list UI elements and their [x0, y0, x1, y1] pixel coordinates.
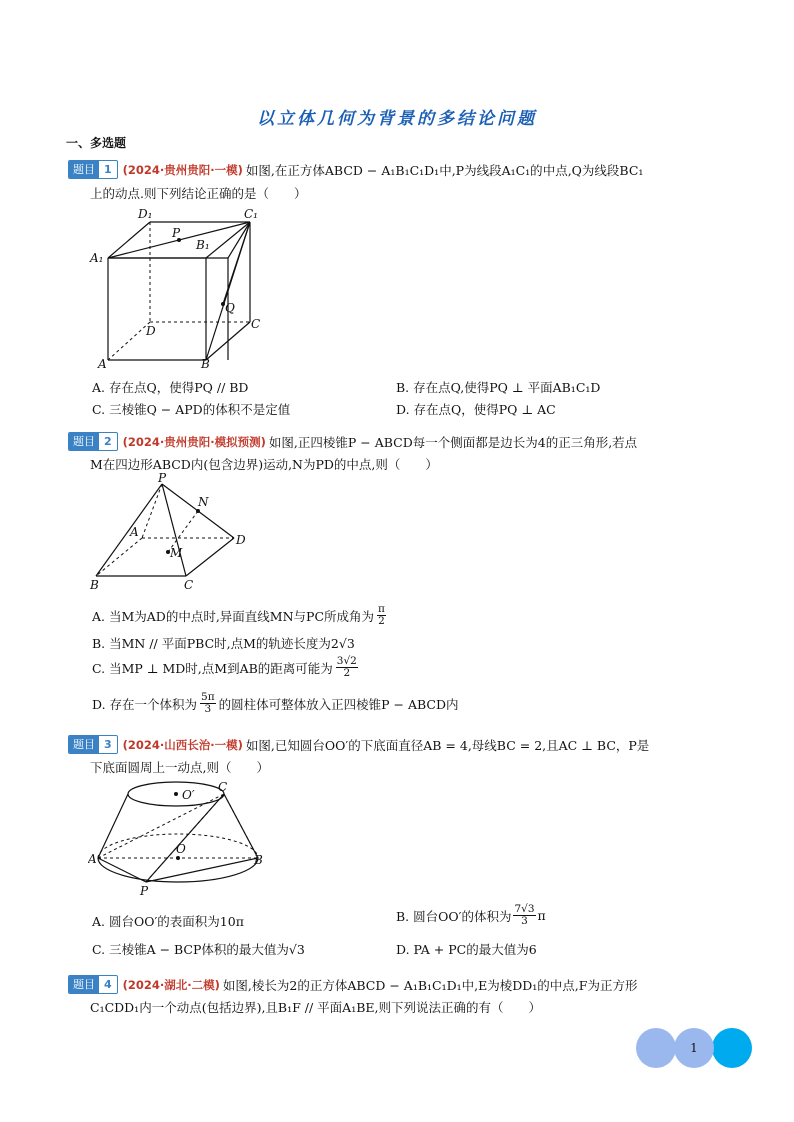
question-stem-cont: 上的动点.则下列结论正确的是（ ）: [90, 186, 307, 201]
label-d: D: [236, 533, 246, 547]
question-3-header: [68, 735, 649, 754]
label-d: D: [146, 324, 156, 338]
page-title: 以立体几何为背景的多结论问题: [257, 109, 537, 129]
question-4-header: [68, 975, 637, 994]
question-stem: 如图,正四棱锥P − ABCD每一个侧面都是边长为4的正三角形,若点: [268, 434, 638, 450]
question-stem-cont: M在四边形ABCD内(包含边界)运动,N为PD的中点,则（ ）: [90, 457, 438, 472]
label-a: A: [130, 525, 139, 539]
label-c1: C₁: [244, 207, 258, 221]
label-a1: A₁: [90, 251, 104, 265]
question-badge: 题目 2: [68, 432, 118, 451]
option-a: A. 存在点Q，使得PQ // BD: [92, 380, 249, 395]
label-p: P: [140, 884, 149, 898]
label-a: A: [88, 852, 97, 866]
option-b: B. 存在点Q,使得PQ ⊥ 平面AB₁C₁D: [396, 380, 601, 395]
label-o-prime: O′: [182, 788, 195, 802]
label-c: C: [184, 578, 194, 592]
option-d: D. 存在一个体积为 5π 3 的圆柱体可整体放入正四棱锥P − ABCD内: [92, 691, 459, 715]
option-c: C. 三棱锥Q − APD的体积不是定值: [92, 402, 291, 417]
question-source: (2024·山西长治·一模): [122, 737, 243, 752]
question-2-header: [68, 432, 637, 451]
question-source: (2024·贵州贵阳·一模): [122, 162, 243, 177]
frustum-figure: [88, 774, 274, 898]
option-b: B. 圆台OO′的体积为 7√3 3 π: [396, 903, 546, 927]
page-decor-left: [636, 1028, 676, 1068]
question-source: (2024·湖北·二模): [122, 977, 220, 992]
label-b: B: [254, 853, 263, 867]
label-a: A: [98, 357, 107, 370]
option-c: C. 三棱锥A − BCP体积的最大值为√3: [92, 942, 305, 957]
fraction: 3√2 2: [336, 655, 357, 679]
fraction: 5π 3: [201, 691, 215, 715]
label-c: C: [251, 317, 261, 331]
section-heading: 一、多选题: [66, 136, 127, 150]
question-source: (2024·贵州贵阳·模拟预测): [122, 434, 266, 449]
fraction: π 2: [378, 603, 385, 627]
question-stem: 如图,已知圆台OO′的下底面直径AB = 4,母线BC = 2,且AC ⊥ BC，P是: [245, 737, 650, 753]
label-p: P: [158, 472, 167, 485]
question-1-header: [68, 160, 643, 179]
question-badge: 题目 4: [68, 975, 118, 994]
option-a: A. 当M为AD的中点时,异面直线MN与PC所成角为 π 2: [92, 603, 385, 627]
page-number: 1: [674, 1028, 714, 1068]
question-stem: 如图,棱长为2的正方体ABCD − A₁B₁C₁D₁中,E为棱DD₁的中点,F为正方形: [222, 977, 638, 993]
label-b: B: [90, 578, 99, 592]
label-b: B: [201, 357, 210, 370]
label-p: P: [172, 226, 181, 240]
page-decor-right: [712, 1028, 752, 1068]
pyramid-figure: [86, 472, 256, 594]
option-d: D. PA + PC的最大值为6: [396, 942, 537, 957]
option-b: B. 当MN // 平面PBC时,点M的轨迹长度为2√3: [92, 636, 355, 651]
label-n: N: [198, 495, 209, 509]
question-stem-cont: C₁CDD₁内一个动点(包括边界),且B₁F // 平面A₁BE,则下列说法正确的有（ ）: [90, 1000, 541, 1015]
label-m: M: [170, 546, 183, 560]
label-b1: B₁: [196, 238, 210, 252]
label-d1: D₁: [138, 207, 153, 221]
question-stem: 如图,在正方体ABCD − A₁B₁C₁D₁中,P为线段A₁C₁的中点,Q为线段BC₁: [245, 162, 644, 178]
label-c: C: [218, 780, 228, 794]
option-d: D. 存在点Q，使得PQ ⊥ AC: [396, 402, 556, 417]
question-badge: 题目 1: [68, 160, 118, 179]
option-c: C. 当MP ⊥ MD时,点M到AB的距离可能为 3√2 2: [92, 655, 357, 679]
fraction: 7√3 3: [514, 903, 535, 927]
cube-figure: [88, 200, 278, 370]
option-a: A. 圆台OO′的表面积为10π: [92, 914, 244, 929]
question-badge: 题目 3: [68, 735, 118, 754]
label-q: Q: [225, 301, 235, 315]
label-o: O: [176, 842, 186, 856]
question-stem-cont: 下底面圆周上一动点,则（ ）: [90, 760, 269, 775]
